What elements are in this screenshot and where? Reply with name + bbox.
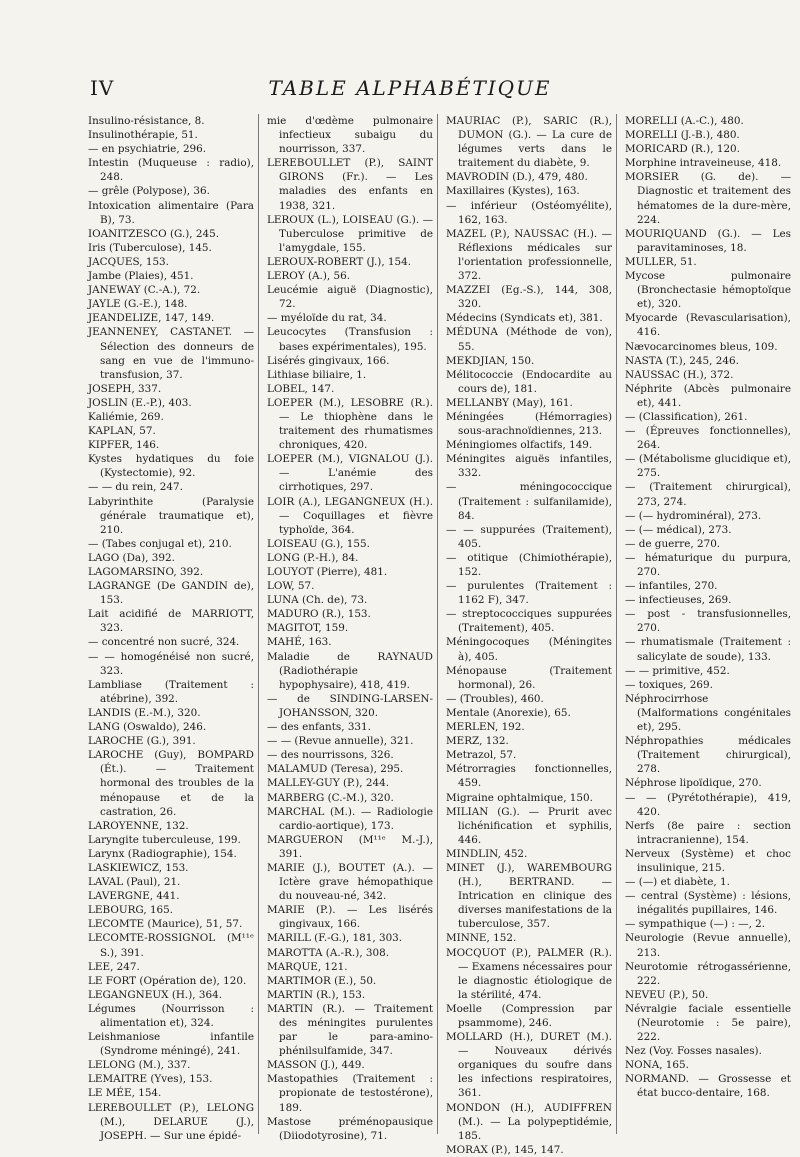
index-entry: Metrazol, 57. bbox=[446, 749, 517, 762]
index-entry: LOW, 57. bbox=[267, 580, 315, 593]
index-entry: — — homogénéisé non sucré, 323. bbox=[88, 650, 254, 677]
index-entry: Neurotomie rétrogassérienne, 222. bbox=[625, 960, 791, 987]
index-entry: LEREBOULLET (P.), SAINT GIRONS (Fr.). — Les maladies des enfants en 1938, 321. bbox=[267, 157, 433, 212]
index-entry: — (Troubles), 460. bbox=[446, 692, 544, 705]
index-entry: — en psychiatrie, 296. bbox=[88, 143, 207, 156]
index-entry: LEBOURG, 165. bbox=[88, 904, 174, 917]
index-entry: LE MÉE, 154. bbox=[88, 1087, 162, 1100]
index-entry: MINNE, 152. bbox=[446, 932, 517, 945]
index-entry: LEROY (A.), 56. bbox=[267, 270, 351, 283]
index-entry: LEGANGNEUX (H.), 364. bbox=[88, 988, 223, 1001]
index-entry: Néphrite (Abcès pulmonaire et), 441. bbox=[625, 382, 791, 409]
index-entry: LELONG (M.), 337. bbox=[88, 1059, 191, 1072]
index-entry: MALAMUD (Teresa), 295. bbox=[267, 763, 404, 776]
index-entry: LANDIS (E.-M.), 320. bbox=[88, 706, 201, 719]
index-entry: — rhumatismale (Traitement : salicylate de soude), 133. bbox=[625, 636, 791, 663]
index-entry: LAVERGNE, 441. bbox=[88, 890, 180, 903]
index-entry: Insulino-résistance, 8. bbox=[88, 115, 205, 127]
index-entry: JACQUES, 153. bbox=[88, 255, 169, 268]
index-entry: NORMAND. — Grossesse et état bucco-dentaire, 168. bbox=[625, 1073, 791, 1100]
index-entry: LECOMTE-ROSSIGNOL (M¹¹ᵉ S.), 391. bbox=[88, 932, 254, 959]
index-entry: JEANNENEY, CASTANET. — Sélection des donneurs de sang en vue de l'immuno-transfusion, 37. bbox=[88, 326, 254, 381]
index-entry: MAZEL (P.), NAUSSAC (H.). — Réflexions médicales sur l'orientation professionnelle, 372. bbox=[446, 227, 612, 283]
index-entry: Leishmaniose infantile (Syndrome méningé), 241. bbox=[88, 1031, 254, 1058]
index-entry: Médecins (Syndicats et), 381. bbox=[446, 312, 603, 325]
index-entry: Lisérés gingivaux, 166. bbox=[267, 354, 390, 367]
page-header bbox=[90, 76, 730, 106]
index-entry: Insulinothérapie, 51. bbox=[88, 129, 198, 142]
index-entry: — myéloïde du rat, 34. bbox=[267, 312, 387, 325]
index-entry: Méningées (Hémorragies) sous-arachnoïdiennes, 213. bbox=[446, 410, 612, 438]
index-entry: Ménopause (Traitement hormonal), 26. bbox=[446, 664, 612, 691]
index-entry: JEANDELIZE, 147, 149. bbox=[88, 312, 215, 325]
index-entry: Névralgie faciale essentielle (Neurotomie : 5e paire), 222. bbox=[625, 1002, 791, 1044]
index-entry: MORSIER (G. de). — Diagnostic et traitement des hématomes de la dure-mère, 224. bbox=[625, 171, 791, 226]
index-entry: MAVRODIN (D.), 479, 480. bbox=[446, 171, 588, 184]
index-entry: LAGRANGE (De GANDIN de), 153. bbox=[88, 580, 254, 607]
index-entry: mie d'œdème pulmonaire infectieux subaigu du nourrisson, 337. bbox=[267, 115, 433, 156]
index-entry: — concentré non sucré, 324. bbox=[88, 636, 240, 649]
index-entry: MONDON (H.), AUDIFFREN (M.). — La polypeptidémie, 185. bbox=[446, 1101, 612, 1142]
index-entry: NEVEU (P.), 50. bbox=[625, 988, 709, 1001]
index-entry: LUNA (Ch. de), 73. bbox=[267, 594, 368, 607]
index-column bbox=[88, 114, 259, 1142]
index-entry: Laryngite tuberculeuse, 199. bbox=[88, 833, 241, 846]
index-entry: LEREBOULLET (P.), LELONG (M.), DELARUE (J.), JOSEPH. — Sur une épidé- bbox=[88, 1101, 254, 1142]
index-entry: Morphine intraveineuse, 418. bbox=[625, 157, 782, 170]
index-entry: LOBEL, 147. bbox=[267, 382, 335, 395]
index-entry: — post - transfusionnelles, 270. bbox=[625, 608, 791, 635]
index-entry: Nez (Voy. Fosses nasales). bbox=[625, 1045, 762, 1058]
index-entry: MARIE (J.), BOUTET (A.). — Ictère grave hémopathique du nouveau-né, 342. bbox=[267, 861, 433, 903]
index-entry: NAUSSAC (H.), 372. bbox=[625, 368, 734, 381]
index-entry: MALLEY-GUY (P.), 244. bbox=[267, 777, 390, 790]
index-entry: IOANITZESCO (G.), 245. bbox=[88, 227, 220, 240]
index-entry: — infantiles, 270. bbox=[625, 580, 718, 593]
index-entry: LASKIEWICZ, 153. bbox=[88, 861, 189, 874]
index-entry: Maladie de RAYNAUD (Radiothérapie hypophysaire), 418, 419. bbox=[267, 650, 433, 691]
index-column bbox=[446, 114, 617, 1156]
index-entry: MASSON (J.), 449. bbox=[267, 1059, 365, 1072]
index-entry: MADURO (R.), 153. bbox=[267, 608, 371, 621]
index-entry: MORAX (P.), 145, 147. bbox=[446, 1143, 564, 1156]
index-entry: Métrorragies fonctionnelles, 459. bbox=[446, 763, 612, 790]
index-entry: LONG (P.-H.), 84. bbox=[267, 551, 359, 564]
index-entry: Neurologie (Revue annuelle), 213. bbox=[625, 932, 791, 959]
index-entry: MARIE (P.). — Les lisérés gingivaux, 166. bbox=[267, 904, 433, 931]
index-entry: Intoxication alimentaire (Para B), 73. bbox=[88, 199, 254, 226]
index-entry: MORELLI (J.-B.), 480. bbox=[625, 129, 740, 142]
index-entry: Jambe (Plaies), 451. bbox=[88, 270, 194, 283]
index-entry: Néphrocirrhose (Malformations congénitales et), 295. bbox=[625, 692, 791, 734]
index-entry: MAGITOT, 159. bbox=[267, 622, 349, 635]
index-entry: MINET (J.), WAREMBOURG (H.), BERTRAND. — Intrication en clinique des diverses manifestations de la tuberculose, 357. bbox=[446, 861, 612, 931]
index-entry: MARILL (F.-G.), 181, 303. bbox=[267, 932, 403, 945]
index-entry: LEROUX (L.), LOISEAU (G.). — Tuberculose primitive de l'amygdale, 155. bbox=[267, 213, 433, 254]
index-entry: — — (Revue annuelle), 321. bbox=[267, 735, 414, 748]
index-entry: MARTIN (R.), 153. bbox=[267, 988, 366, 1001]
index-entry: — (Traitement chirurgical), 273, 274. bbox=[625, 481, 791, 508]
index-entry: — (—) et diabète, 1. bbox=[625, 876, 730, 889]
index-entry: MEKDJIAN, 150. bbox=[446, 354, 535, 367]
page-number: IV bbox=[90, 76, 115, 100]
index-entry: Labyrinthite (Paralysie générale traumatique et), 210. bbox=[88, 495, 254, 536]
index-entry: Migraine ophtalmique, 150. bbox=[446, 791, 593, 804]
index-entry: — — primitive, 452. bbox=[625, 664, 730, 677]
index-entry: MORELLI (A.-C.), 480. bbox=[625, 115, 744, 127]
index-entry: KIPFER, 146. bbox=[88, 439, 160, 452]
index-entry: — toxiques, 269. bbox=[625, 678, 713, 691]
index-entry: NONA, 165. bbox=[625, 1059, 689, 1072]
index-entry: NASTA (T.), 245, 246. bbox=[625, 354, 739, 367]
index-entry: MARTIN (R.). — Traitement des méningites purulentes par le para-amino-phénilsulfamide, 347. bbox=[267, 1002, 433, 1058]
index-entry: MERLEN, 192. bbox=[446, 721, 525, 734]
index-entry: — inférieur (Ostéomyélite), 162, 163. bbox=[446, 199, 612, 226]
index-entry: MORICARD (R.), 120. bbox=[625, 143, 740, 156]
index-entry: LEMAITRE (Yves), 153. bbox=[88, 1073, 213, 1086]
index-entry: MARBERG (C.-M.), 320. bbox=[267, 791, 394, 804]
index-entry: Leucocytes (Transfusion : bases expérimentales), 195. bbox=[267, 326, 433, 353]
index-entry: — — (Pyrétothérapie), 419, 420. bbox=[625, 791, 791, 818]
index-entry: JOSEPH, 337. bbox=[88, 382, 162, 395]
index-columns bbox=[88, 114, 791, 1156]
index-entry: Nævocarcinomes bleus, 109. bbox=[625, 340, 778, 353]
index-entry: MOLLARD (H.), DURET (M.). — Nouveaux dérivés organiques du soufre dans les infections respiratoires, 361. bbox=[446, 1031, 612, 1100]
index-entry: JANEWAY (C.-A.), 72. bbox=[88, 284, 201, 297]
index-column bbox=[625, 114, 791, 1134]
index-entry: MINDLIN, 452. bbox=[446, 847, 528, 860]
index-entry: Myocarde (Revascularisation), 416. bbox=[625, 312, 791, 339]
index-entry: MILIAN (G.). — Prurit avec lichénification et syphilis, 446. bbox=[446, 805, 612, 846]
index-entry: MÉDUNA (Méthode de von), 55. bbox=[446, 326, 612, 353]
index-entry: Maxillaires (Kystes), 163. bbox=[446, 185, 580, 198]
index-entry: MARGUERON (M¹¹ᵉ M.-J.), 391. bbox=[267, 833, 433, 860]
index-entry: MOURIQUAND (G.). — Les paravitaminoses, 18. bbox=[625, 227, 791, 254]
index-entry: LANG (Oswaldo), 246. bbox=[88, 721, 207, 734]
index-entry: — grêle (Polypose), 36. bbox=[88, 185, 210, 198]
index-column bbox=[267, 114, 438, 1142]
index-entry: MARQUE, 121. bbox=[267, 960, 348, 973]
index-entry: — — suppurées (Traitement), 405. bbox=[446, 523, 612, 550]
index-entry: LOUYOT (Pierre), 481. bbox=[267, 566, 388, 578]
index-entry: LEROUX-ROBERT (J.), 154. bbox=[267, 255, 412, 268]
index-entry: Mentale (Anorexie), 65. bbox=[446, 706, 571, 719]
index-entry: Méningiomes olfactifs, 149. bbox=[446, 439, 593, 452]
index-entry: Moelle (Compression par psammome), 246. bbox=[446, 1002, 612, 1029]
index-entry: Lithiase biliaire, 1. bbox=[267, 368, 367, 381]
index-entry: — streptococciques suppurées (Traitement), 405. bbox=[446, 608, 612, 635]
index-entry: MERZ, 132. bbox=[446, 735, 509, 748]
index-entry: — — du rein, 247. bbox=[88, 481, 183, 494]
index-entry: MAHÉ, 163. bbox=[267, 636, 332, 649]
index-entry: Mastose préménopausique (Diiodotyrosine), 71. bbox=[267, 1115, 433, 1142]
index-entry: JOSLIN (E.-P.), 403. bbox=[88, 396, 192, 409]
index-entry: — des enfants, 331. bbox=[267, 721, 371, 734]
index-entry: LOEPER (M.), LESOBRE (R.). — Le thiophène dans le traitement des rhumatismes chroniques, 420. bbox=[267, 396, 433, 452]
index-entry: Kystes hydatiques du foie (Kystectomie), 92. bbox=[88, 453, 254, 480]
index-entry: MARTIMOR (E.), 50. bbox=[267, 974, 377, 987]
index-entry: Kaliémie, 269. bbox=[88, 410, 164, 423]
index-entry: LAROCHE (G.), 391. bbox=[88, 735, 196, 748]
index-entry: Méningites aiguës infantiles, 332. bbox=[446, 453, 612, 480]
index-entry: Mastopathies (Traitement : propionate de testostérone), 189. bbox=[267, 1073, 433, 1114]
index-entry: JAYLE (G.-E.), 148. bbox=[88, 298, 188, 311]
index-entry: Mélitococcie (Endocardite au cours de), 181. bbox=[446, 368, 612, 395]
index-entry: Larynx (Radiographie), 154. bbox=[88, 847, 237, 860]
index-entry: — (— médical), 273. bbox=[625, 523, 732, 536]
index-entry: Intestin (Muqueuse : radio), 248. bbox=[88, 157, 254, 184]
index-entry: — (Métabolisme glucidique et), 275. bbox=[625, 453, 791, 480]
index-entry: LAROYENNE, 132. bbox=[88, 819, 189, 832]
index-entry: Lambliase (Traitement : atébrine), 392. bbox=[88, 678, 254, 705]
index-entry: — infectieuses, 269. bbox=[625, 594, 732, 607]
index-entry: LAGOMARSINO, 392. bbox=[88, 566, 204, 578]
index-entry: MULLER, 51. bbox=[625, 255, 697, 268]
index-entry: Mycose pulmonaire (Bronchectasie hémoptoïque et), 320. bbox=[625, 270, 791, 311]
index-entry: Lait acidifié de MARRIOTT, 323. bbox=[88, 608, 254, 635]
index-entry: Nerveux (Système) et choc insulinique, 215. bbox=[625, 847, 791, 874]
index-entry: — des nourrissons, 326. bbox=[267, 749, 394, 762]
index-entry: Néphrose lipoïdique, 270. bbox=[625, 777, 762, 790]
index-entry: — (Tabes conjugal et), 210. bbox=[88, 537, 232, 550]
index-entry: — de guerre, 270. bbox=[625, 537, 721, 550]
index-entry: — purulentes (Traitement : 1162 F), 347. bbox=[446, 580, 612, 607]
index-entry: MOCQUOT (P.), PALMER (R.). — Examens nécessaires pour le diagnostic étiologique de la stérilité, 474. bbox=[446, 946, 612, 1001]
index-entry: Iris (Tuberculose), 145. bbox=[88, 241, 212, 254]
index-entry: LE FORT (Opération de), 120. bbox=[88, 974, 247, 987]
index-entry: LOIR (A.), LEGANGNEUX (H.). — Coquillages et fièvre typhoïde, 364. bbox=[267, 495, 433, 536]
index-entry: — hématurique du purpura, 270. bbox=[625, 551, 791, 578]
running-title: TABLE ALPHABÉTIQUE bbox=[268, 76, 552, 100]
index-entry: — méningococcique (Traitement : sulfanilamide), 84. bbox=[446, 481, 612, 522]
index-entry: — otitique (Chimiothérapie), 152. bbox=[446, 551, 612, 578]
index-entry: LAROCHE (Guy), BOMPARD (Ét.). — Traitement hormonal des troubles de la ménopause et de la castration, 26. bbox=[88, 749, 254, 818]
index-entry: Nerfs (8e paire : section intracranienne), 154. bbox=[625, 819, 791, 846]
index-entry: Néphropathies médicales (Traitement chirurgical), 278. bbox=[625, 735, 791, 776]
index-entry: MELLANBY (May), 161. bbox=[446, 396, 573, 409]
index-entry: LAGO (Da), 392. bbox=[88, 551, 175, 564]
index-entry: Légumes (Nourrisson : alimentation et), 324. bbox=[88, 1002, 254, 1029]
index-entry: MAZZEI (Eg.-S.), 144, 308, 320. bbox=[446, 284, 612, 311]
index-entry: — central (Système) : lésions, inégalités pupillaires, 146. bbox=[625, 890, 791, 917]
index-entry: — de SINDING-LARSEN-JOHANSSON, 320. bbox=[267, 692, 433, 719]
index-entry: MAROTTA (A.-R.), 308. bbox=[267, 946, 390, 959]
index-entry: LAVAL (Paul), 21. bbox=[88, 876, 181, 889]
index-entry: MARCHAL (M.). — Radiologie cardio-aortique), 173. bbox=[267, 805, 433, 832]
index-entry: — sympathique (—) : —, 2. bbox=[625, 918, 766, 931]
index-entry: LOISEAU (G.), 155. bbox=[267, 537, 370, 550]
index-entry: LOEPER (M.), VIGNALOU (J.). — L'anémie des cirrhotiques, 297. bbox=[267, 453, 433, 494]
index-entry: — (Épreuves fonctionnelles), 264. bbox=[625, 425, 791, 452]
index-entry: — (Classification), 261. bbox=[625, 410, 748, 423]
index-entry: Leucémie aiguë (Diagnostic), 72. bbox=[267, 284, 433, 311]
index-entry: — (— hydrominéral), 273. bbox=[625, 509, 762, 522]
index-entry: MAURIAC (P.), SARIC (R.), DUMON (G.). — La cure de légumes verts dans le traitement du diabète, 9. bbox=[446, 115, 612, 170]
index-entry: LEE, 247. bbox=[88, 960, 140, 973]
index-entry: LECOMTE (Maurice), 51, 57. bbox=[88, 918, 243, 931]
index-entry: Méningocoques (Méningites à), 405. bbox=[446, 636, 612, 663]
index-entry: KAPLAN, 57. bbox=[88, 425, 156, 438]
